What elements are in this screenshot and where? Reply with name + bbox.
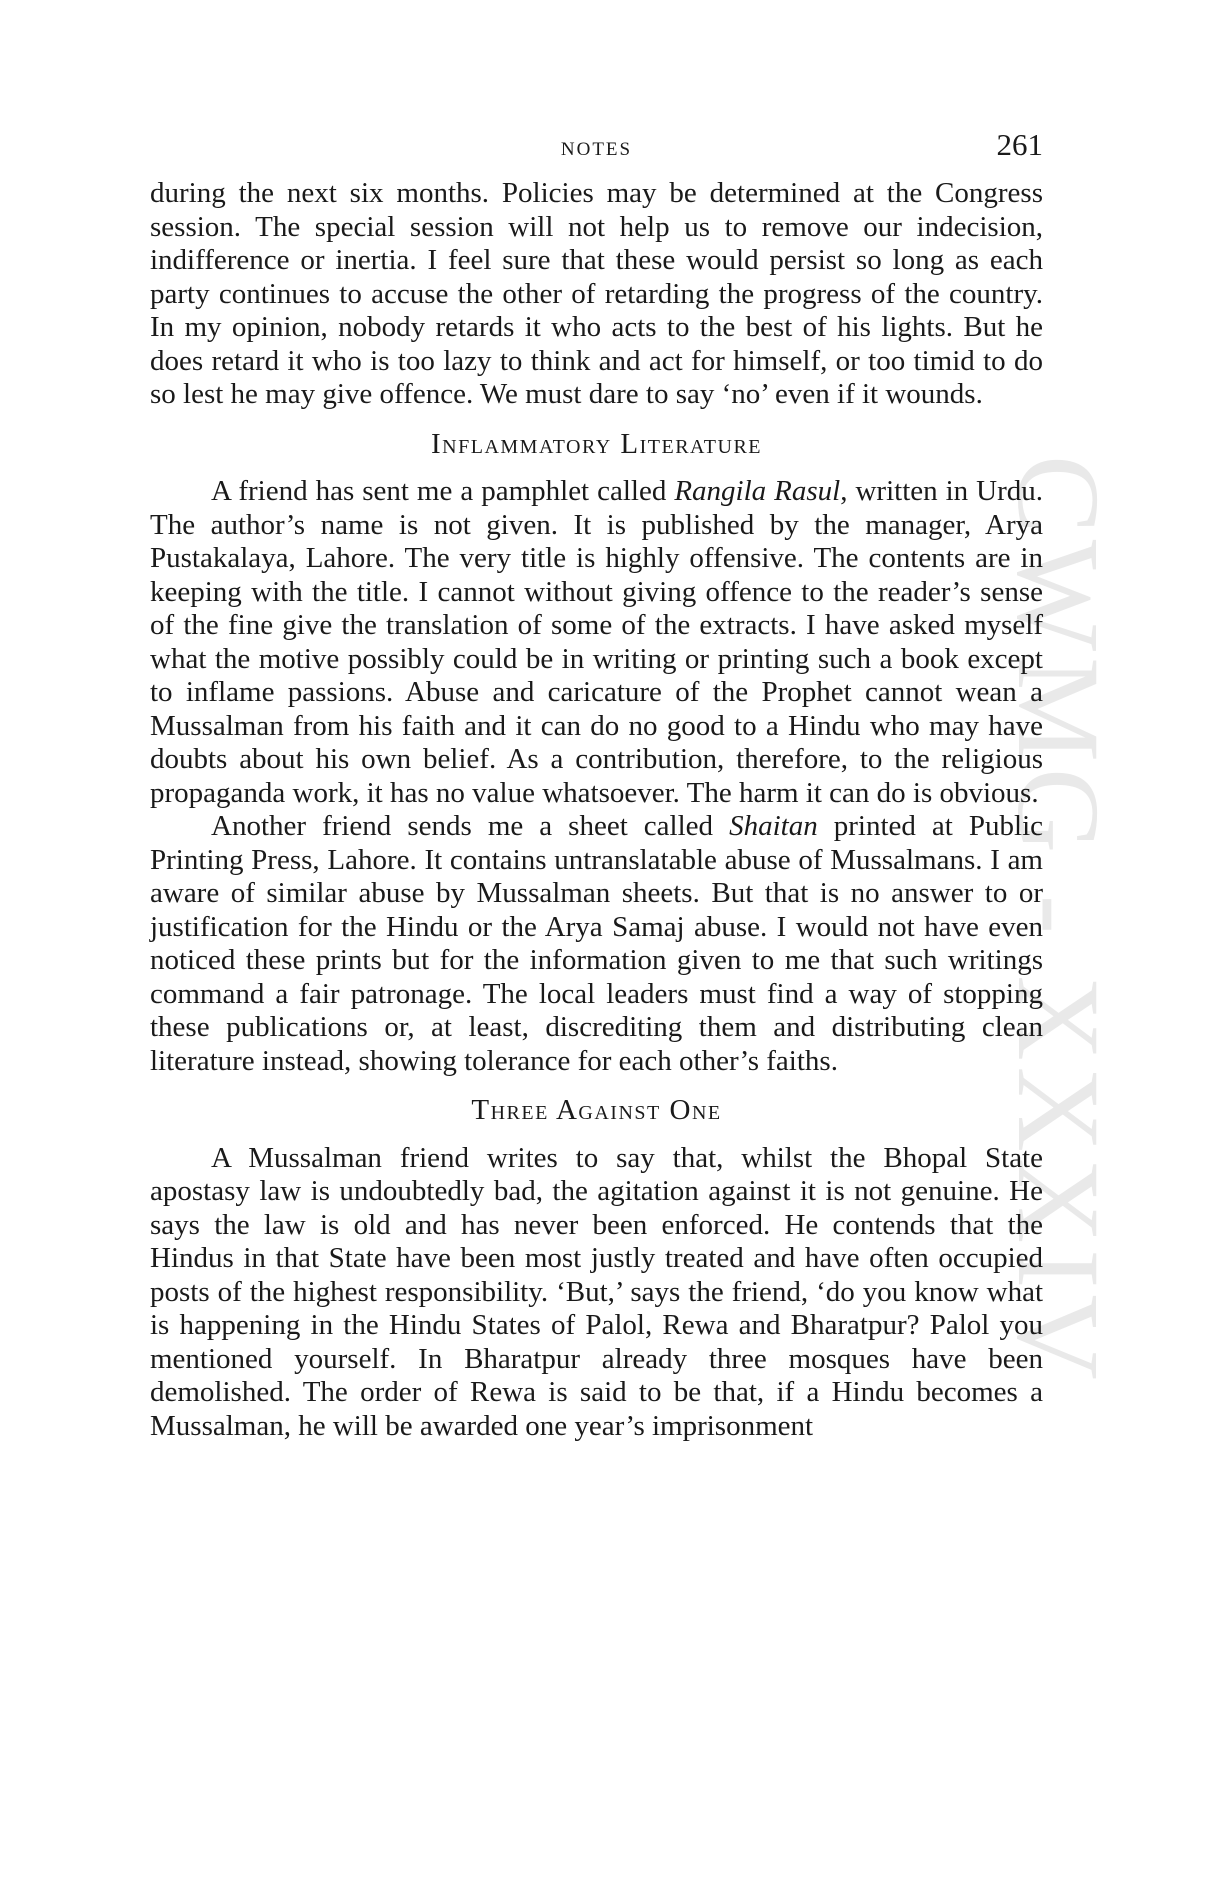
section1-p1-text-before: A friend has sent me a pamphlet called bbox=[211, 475, 675, 507]
section-heading-inflammatory-literature: Inflammatory Literature bbox=[431, 427, 762, 460]
section2-paragraph-1: A Mussalman friend writes to say that, whilst the Bhopal State apostasy law is undoubtedly bad, the agitation against it is not genuine. He says the law is old and has never been enforced. He contends that the Hindus in that State have been most justly treated and have often occupied posts of the highest responsibility. ‘But,’ says the friend, ‘do you know what is happening in the Hindu States of Palol, Rewa and Bharatpur? Palol you mentioned yourself. In Bharatpur already three mosques have been demolished. The order of Rewa is said to be that, if a Hindu becomes a Mussalman, he will be awarded one year’s imprisonment bbox=[150, 1141, 1043, 1442]
section1-paragraph-1 bbox=[150, 475, 1043, 810]
running-head: NOTES bbox=[560, 139, 633, 160]
sheet-title: Shaitan bbox=[729, 810, 818, 842]
section1-p2-text-before: Another friend sends me a sheet called bbox=[211, 810, 730, 842]
section1-paragraph-2 bbox=[150, 810, 1043, 1078]
section-heading-three-against-one: Three Against One bbox=[471, 1094, 722, 1126]
intro-paragraph: during the next six months. Policies may be determined at the Congress session. The special session will not help us to remove our indecision, indifference or inertia. I feel sure that these would persist so long as each party continues to accuse the other of retarding the progress of the country. In my opinion, nobody retards it who acts to the best of his lights. But he does retard it who is too lazy to think and act for himself, or too timid to do so lest he may give offence. We must dare to say ‘no’ even if it wounds. bbox=[150, 177, 1043, 410]
page-number: 261 bbox=[996, 127, 1043, 162]
page-header bbox=[150, 125, 1043, 177]
pamphlet-title: Rangila Rasul bbox=[674, 475, 841, 507]
page bbox=[150, 125, 1043, 1443]
section1-p1-text-after: , written in Urdu. The author’s name is not given. It is published by the manager, Arya Pustakalaya, Lahore. The very title is highly offensive. The contents are in keeping with the title. I cannot without giving offence to the reader’s sense of the fine give the translation of some of the extracts. I have asked myself what the motive possibly could be in writing or printing such a book except to inflame passions. Abuse and caricature of the Prophet cannot wean a Mussalman from his faith and it can do no good to a Hindu who may have doubts about his own belief. As a contribution, therefore, to the religious propaganda work, it has no value whatsoever. The harm it can do is obvious. bbox=[150, 475, 1044, 809]
watermark-text: CWMG - XXXIV bbox=[993, 455, 1124, 1386]
section1-p2-text-after: printed at Public Printing Press, Lahore. It contains untranslatable abuse of Mussalmans. I am aware of similar abuse by Mussalman sheets. But that is no answer to or justification for the Hindu or the Arya Samaj abuse. I would not have even noticed these prints but for the information given to me that such writings command a fair patronage. The local leaders must find a way of stopping these publications or, at least, discrediting them and distributing clean literature instead, showing tolerance for each other’s faiths. bbox=[150, 810, 1043, 1077]
